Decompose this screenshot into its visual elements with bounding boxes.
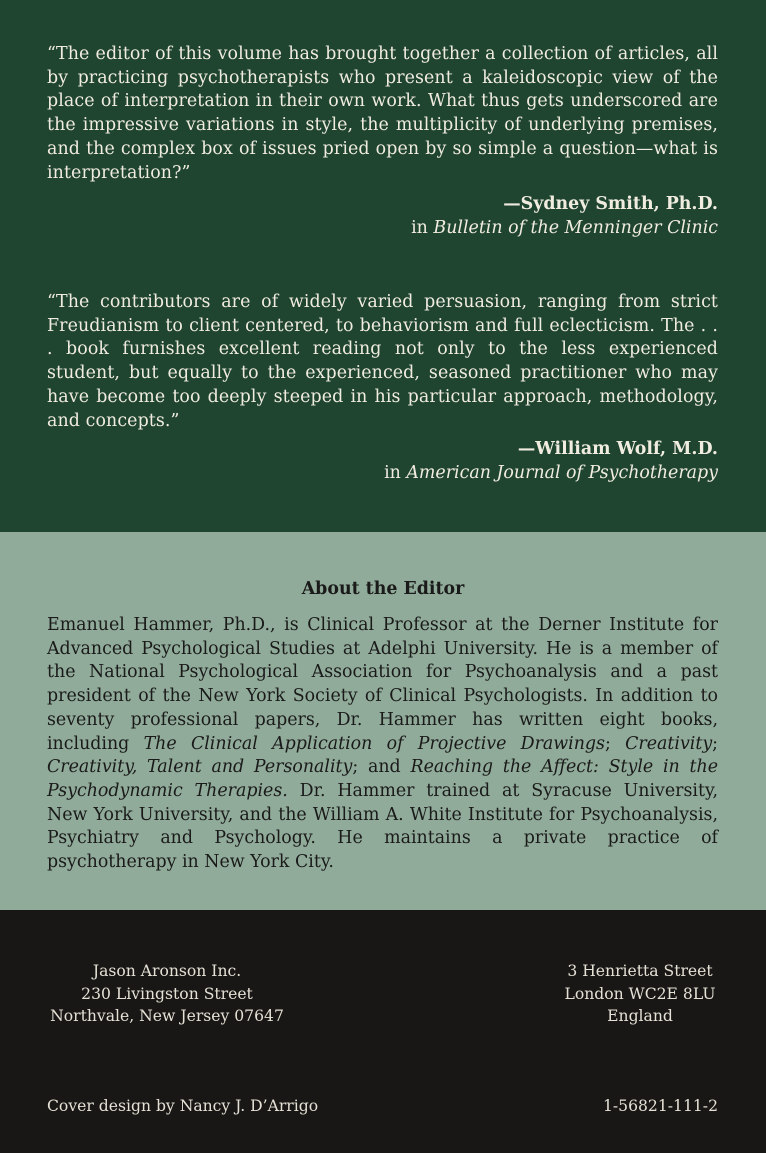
review-source-1 (411, 217, 718, 241)
publisher-address-uk (560, 960, 720, 1028)
isbn-number: 1-56821-111-2 (602, 1097, 718, 1115)
publisher-address-us (47, 960, 287, 1028)
review-source-prefix-1: in (411, 217, 434, 238)
bio-text-2: Dr. Hammer trained at Syracuse University, New York University, and the William A. White Institute for Psychoanalysis, Psychiatry and Psychology. He maintains a private practice of psychotherapy in New York City. (47, 780, 718, 873)
bio-text-1: Emanuel Hammer, Ph.D., is Clinical Professor at the Derner Institute for Advanced Psychological Studies at Adelphi University. He is a member of the National Psychological Association for Psychoanalysis and a past president of the New York Society of Clinical Psychologists. In addition to seventy professional papers, Dr. Hammer has written eight books, including (47, 615, 718, 754)
bio-book-3: Creativity, Talent and Personality (47, 757, 353, 778)
review-source-prefix-2: in (384, 462, 407, 483)
about-editor-heading: About the Editor (301, 579, 465, 599)
address-line: London WC2E 8LU (564, 984, 716, 1003)
review-quote-2: “The contributors are of widely varied persuasion, ranging from strict Freudianism to client centered, to behaviorism and full eclecticism. The . . . book furnishes excellent reading not only to the less experienced student, but equally to the experienced, seasoned practitioner who may have become too deeply steeped in his particular approach, methodology, and concepts.” (47, 292, 718, 431)
about-editor-section (0, 532, 766, 910)
address-line: Jason Aronson Inc. (92, 962, 242, 980)
address-line: 230 Livingston Street (81, 984, 253, 1003)
review-attribution-1 (411, 193, 718, 240)
review-author-1: —Sydney Smith, Ph.D. (503, 194, 718, 214)
about-editor-bio (47, 614, 718, 875)
review-author-2: —William Wolf, M.D. (517, 439, 718, 459)
bio-book-1: The Clinical Application of Projective Drawings (143, 733, 605, 754)
cover-design-credit: Cover design by Nancy J. D’Arrigo (47, 1097, 319, 1115)
bio-book-4: Reaching the Affect: Style in the Psychodynamic Therapies. (47, 757, 718, 801)
bio-sep-2: ; (712, 733, 719, 754)
review-source-2 (384, 462, 718, 486)
address-line: Northvale, New Jersey 07647 (50, 1007, 284, 1025)
bio-book-2: Creativity (625, 733, 713, 754)
review-source-title-1: Bulletin of the Menninger Clinic (433, 217, 718, 238)
bio-sep-1: ; (604, 733, 626, 754)
review-attribution-2 (384, 438, 718, 485)
review-quote-1: “The editor of this volume has brought together a collection of articles, all by practicing psychotherapists who present a kaleidoscopic view of the place of interpretation in their own work. What thus gets underscored are the impressive variations in style, the multiplicity of underlying premises, and the complex box of issues pried open by so simple a question—what is interpretation?” (47, 44, 718, 183)
bio-sep-3: ; and (352, 757, 411, 778)
address-line: England (607, 1007, 673, 1025)
publisher-section (0, 910, 766, 1153)
address-line: 3 Henrietta Street (567, 962, 713, 980)
review-source-title-2: American Journal of Psychotherapy (406, 462, 718, 483)
reviews-section (0, 0, 766, 532)
